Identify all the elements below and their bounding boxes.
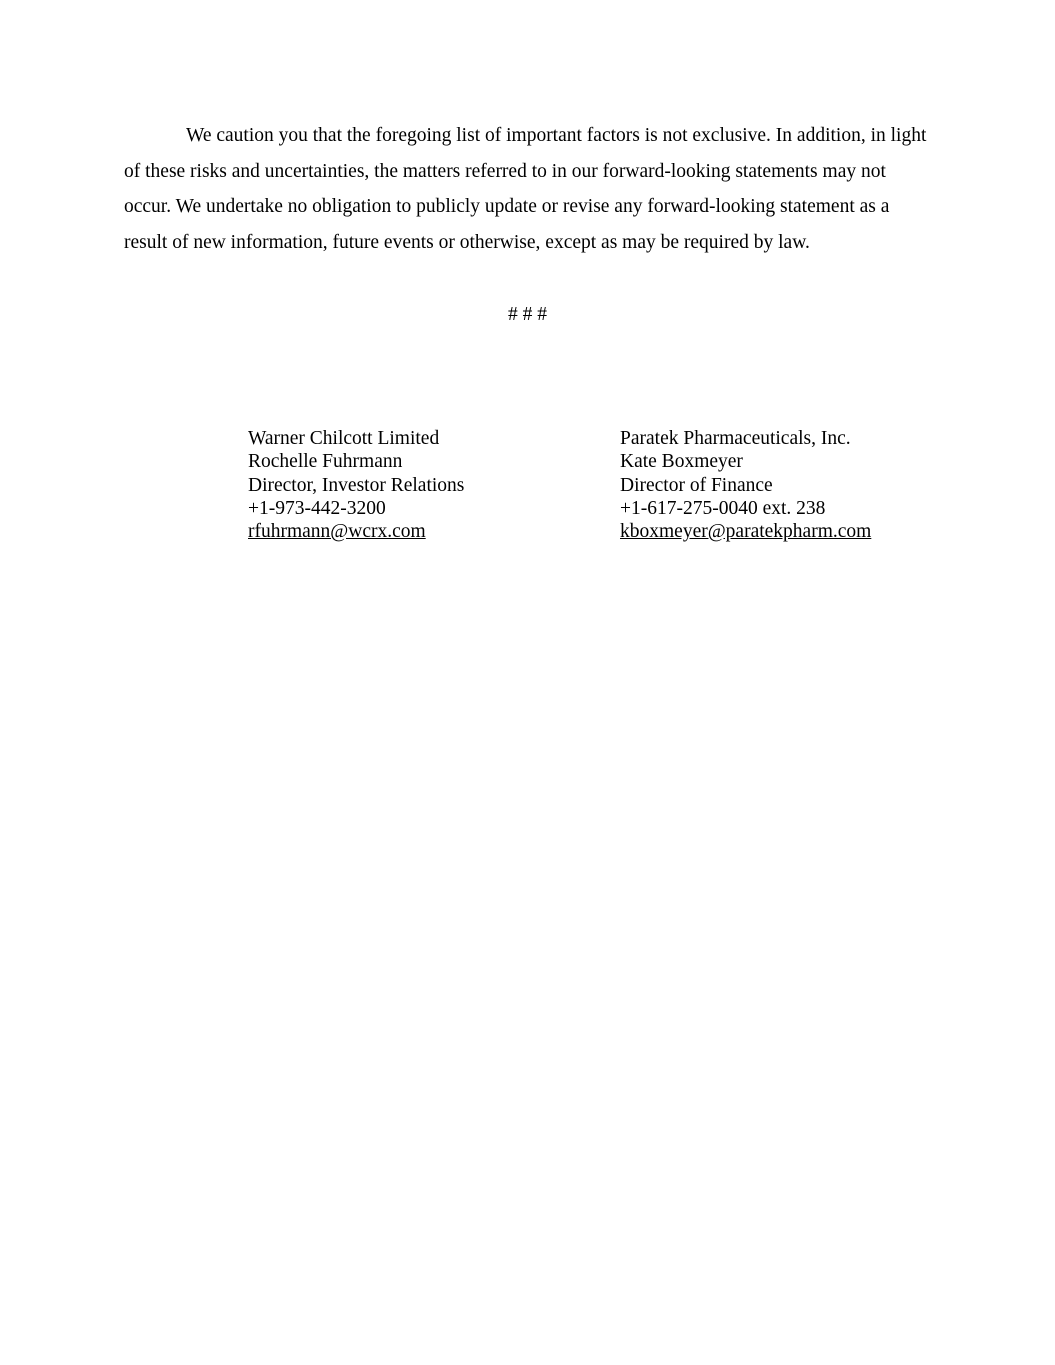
contact-phone: +1-973-442-3200 [248,497,386,519]
contact-email-link[interactable]: rfuhrmann@wcrx.com [248,521,426,543]
contact-company: Warner Chilcott Limited [248,428,440,449]
contact-company: Paratek Pharmaceuticals, Inc. [620,428,851,449]
forward-looking-caution-paragraph: We caution you that the foregoing list of important factors is not exclusive. In addition, in light of these risks and uncertainties, the matters referred to in our forward-looking statements may not occur. We undertake no obligation to publicly update or revise any forward-looking statement as a result of new information, future events or otherwise, except as may be required by law. [124,125,927,254]
contact-warner-chilcott [248,427,464,543]
contact-name: Kate Boxmeyer [620,451,743,473]
end-of-release-marker: # # # [508,304,547,325]
contact-paratek [620,427,871,543]
contact-name: Rochelle Fuhrmann [248,451,403,473]
contact-phone: +1-617-275-0040 ext. 238 [620,497,826,519]
contact-email-link[interactable]: kboxmeyer@paratekpharm.com [620,521,872,543]
contact-title: Director, Investor Relations [248,474,465,496]
contact-title: Director of Finance [620,474,773,496]
